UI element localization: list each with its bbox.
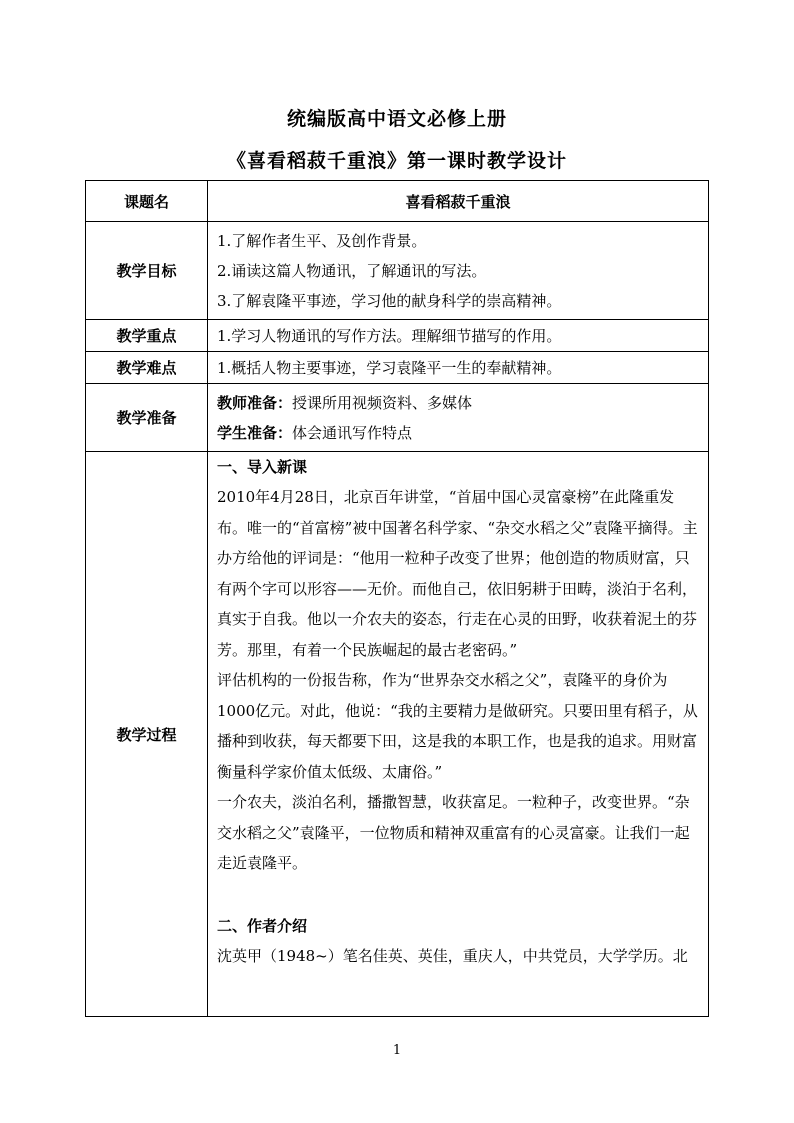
student-preparation bbox=[217, 418, 702, 448]
document-subtitle: 《喜看稻菽千重浪》第一课时教学设计 bbox=[226, 150, 567, 172]
process-cell bbox=[208, 452, 709, 1017]
key-points-value: 1.学习人物通讯的写作方法。理解细节描写的作用。 bbox=[208, 320, 709, 352]
list-item: 2.诵读这篇人物通讯，了解通讯的写法。 bbox=[217, 261, 487, 280]
paragraph: 评估机构的一份报告称，作为“世界杂交水稻之父”，袁隆平的身价为1000亿元。对此，他说：“我的主要精力是做研究。只要田里有稻子，从播种到收获，每天都要下田，这是我的本职工作，也是我的追求。用财富衡量科学家价值太低级、太庸俗。” bbox=[217, 671, 698, 781]
objectives-cell bbox=[208, 222, 709, 320]
list-item: 3.了解袁隆平事迹，学习他的献身科学的崇高精神。 bbox=[217, 291, 562, 310]
row-label-difficulties: 教学难点 bbox=[86, 352, 208, 384]
spacer bbox=[217, 879, 702, 911]
table-row bbox=[86, 384, 709, 452]
teacher-preparation bbox=[217, 388, 702, 418]
teacher-preparation-label: 教师准备： bbox=[217, 393, 293, 412]
topic-value: 喜看稻菽千重浪 bbox=[208, 181, 709, 222]
page-number: 1 bbox=[392, 1043, 402, 1058]
row-label-key-points: 教学重点 bbox=[86, 320, 208, 352]
row-label-process: 教学过程 bbox=[86, 452, 208, 1017]
student-preparation-label: 学生准备： bbox=[217, 423, 293, 442]
table-row bbox=[86, 181, 709, 222]
lesson-plan-table bbox=[85, 180, 709, 1017]
table-row bbox=[86, 452, 709, 1017]
table-row bbox=[86, 222, 709, 320]
table-row bbox=[86, 352, 709, 384]
row-label-preparation: 教学准备 bbox=[86, 384, 208, 452]
row-label-topic: 课题名 bbox=[86, 181, 208, 222]
teacher-preparation-value: 授课所用视频资料、多媒体 bbox=[292, 393, 473, 412]
difficulties-value: 1.概括人物主要事迹，学习袁隆平一生的奉献精神。 bbox=[208, 352, 709, 384]
row-label-objectives: 教学目标 bbox=[86, 222, 208, 320]
paragraph: 沈英甲（1948~）笔名佳英、英佳，重庆人，中共党员，大学学历。北 bbox=[217, 946, 688, 965]
student-preparation-value: 体会通讯写作特点 bbox=[292, 423, 413, 442]
section-heading-author: 二、作者介绍 bbox=[217, 916, 308, 935]
table-row bbox=[86, 320, 709, 352]
paragraph: 一介农夫，淡泊名利，播撒智慧，收获富足。一粒种子，改变世界。“杂交水稻之父”袁隆平，一位物质和精神双重富有的心灵富豪。让我们一起走近袁隆平。 bbox=[217, 793, 690, 872]
preparation-cell bbox=[208, 384, 709, 452]
section-heading-introduction: 一、导入新课 bbox=[217, 458, 308, 476]
list-item: 1.了解作者生平、及创作背景。 bbox=[217, 231, 427, 250]
document-title: 统编版高中语文必修上册 bbox=[286, 108, 507, 130]
paragraph: 2010年4月28日，北京百年讲堂，“首届中国心灵富豪榜”在此隆重发布。唯一的“首富榜”被中国著名科学家、“杂交水稻之父”袁隆平摘得。主办方给他的评词是：“他用一粒种子改变了世界；他创造的物质财富，只有两个字可以形容——无价。而他自己，依旧躬耕于田畴，淡泊于名利，真实于自我。他以一介农夫的姿态，行走在心灵的田野，收获着泥土的芬芳。那里，有着一个民族崛起的最古老密码。” bbox=[217, 488, 698, 659]
